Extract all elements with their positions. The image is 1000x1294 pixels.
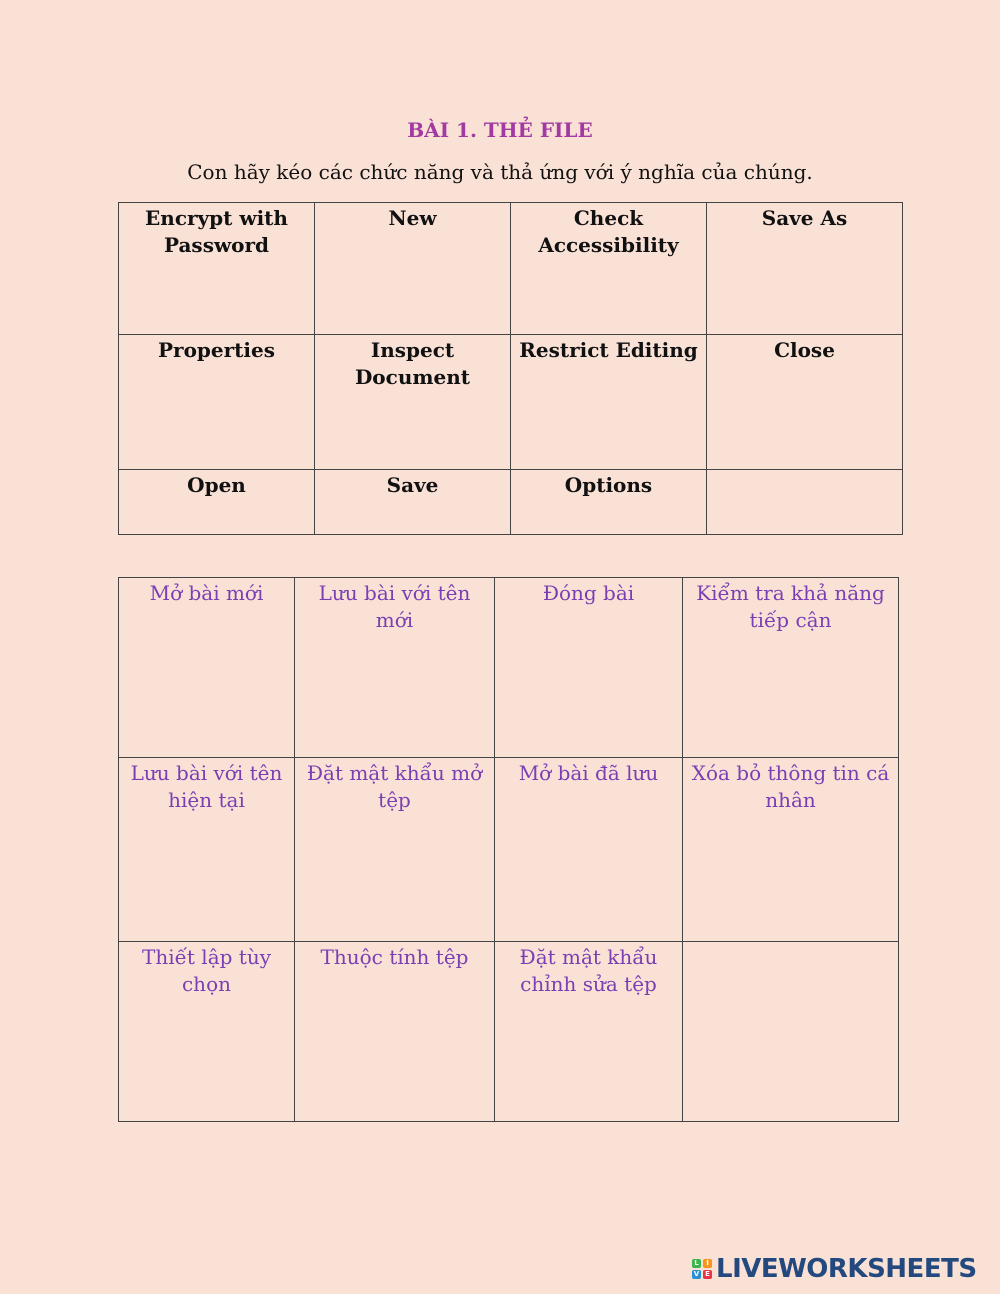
function-card[interactable]: Properties bbox=[119, 335, 315, 470]
function-card[interactable]: Close bbox=[707, 335, 903, 470]
page-title: BÀI 1. THẺ FILE bbox=[407, 118, 593, 142]
function-card[interactable]: Open bbox=[119, 470, 315, 535]
logo-mark-icon: L I V E bbox=[692, 1259, 712, 1279]
empty-cell bbox=[707, 470, 903, 535]
instruction-text: Con hãy kéo các chức năng và thả ứng với ý nghĩa của chúng. bbox=[187, 160, 813, 184]
liveworksheets-logo[interactable] bbox=[692, 1253, 977, 1285]
function-card[interactable]: Encrypt with Password bbox=[119, 203, 315, 335]
meaning-drop-zone[interactable]: Đặt mật khẩu chỉnh sửa tệp bbox=[495, 942, 683, 1122]
function-card[interactable]: Save bbox=[315, 470, 511, 535]
meaning-drop-zone[interactable]: Lưu bài với tên hiện tại bbox=[119, 758, 295, 942]
function-card[interactable]: Check Accessibility bbox=[511, 203, 707, 335]
function-card[interactable]: Restrict Editing bbox=[511, 335, 707, 470]
function-card[interactable]: Save As bbox=[707, 203, 903, 335]
meaning-drop-zone[interactable]: Kiểm tra khả năng tiếp cận bbox=[683, 578, 899, 758]
empty-cell bbox=[683, 942, 899, 1122]
meaning-drop-zone[interactable]: Đặt mật khẩu mở tệp bbox=[295, 758, 495, 942]
meaning-drop-zone[interactable]: Thuộc tính tệp bbox=[295, 942, 495, 1122]
meaning-drop-zone[interactable]: Lưu bài với tên mới bbox=[295, 578, 495, 758]
meaning-drop-zone[interactable]: Xóa bỏ thông tin cá nhân bbox=[683, 758, 899, 942]
function-card[interactable]: Options bbox=[511, 470, 707, 535]
meaning-drop-zone[interactable]: Mở bài đã lưu bbox=[495, 758, 683, 942]
function-card[interactable]: Inspect Document bbox=[315, 335, 511, 470]
functions-table bbox=[118, 202, 903, 535]
meaning-drop-zone[interactable]: Thiết lập tùy chọn bbox=[119, 942, 295, 1122]
meanings-table bbox=[118, 577, 899, 1122]
function-card[interactable]: New bbox=[315, 203, 511, 335]
logo-text: LIVEWORKSHEETS bbox=[716, 1254, 977, 1284]
meaning-drop-zone[interactable]: Đóng bài bbox=[495, 578, 683, 758]
meaning-drop-zone[interactable]: Mở bài mới bbox=[119, 578, 295, 758]
